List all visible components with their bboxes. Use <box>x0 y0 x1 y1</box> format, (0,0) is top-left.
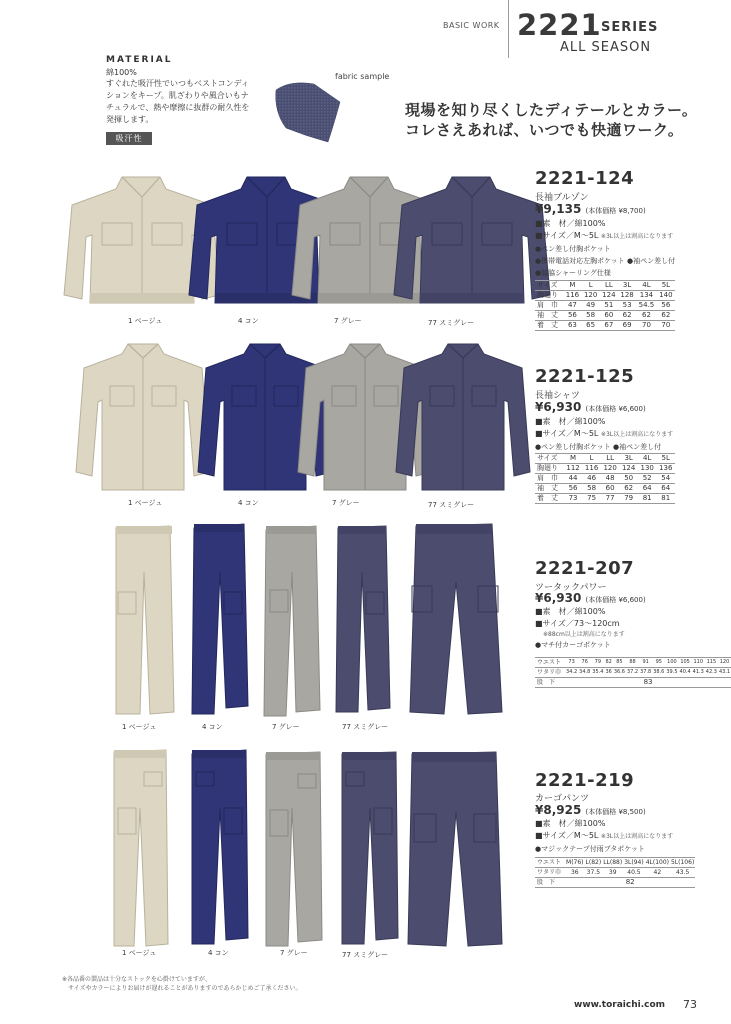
season-label: ALL SEASON <box>560 40 652 55</box>
table-cell: 着 丈 <box>535 494 564 504</box>
table-cell: 85 <box>613 658 626 668</box>
table-row <box>535 291 675 301</box>
size-table-header <box>535 454 675 464</box>
product-code: 2221-207 <box>535 558 635 579</box>
table-cell: 120 <box>601 464 620 474</box>
color-label-sumigray: 77 スミグレー <box>342 723 389 731</box>
pants-beige-image <box>116 526 174 714</box>
table-row <box>535 464 675 474</box>
table-cell: 95 <box>652 658 665 668</box>
table-cell: 4L <box>636 281 657 291</box>
spec-line: ■素 材／綿100% <box>535 219 606 228</box>
table-cell: 3L(94) <box>624 859 644 866</box>
table-row <box>535 878 695 888</box>
table-cell: 53 <box>618 301 636 311</box>
spec-line: ■素 材／綿100% <box>535 819 606 828</box>
product-code: 2221-125 <box>535 366 635 387</box>
size-table <box>535 657 731 688</box>
table-cell: 64 <box>656 484 675 494</box>
table-row <box>535 311 675 321</box>
table-cell: 38.6 <box>652 668 665 678</box>
shirt-beige-image <box>76 344 210 490</box>
cargo-sumigray-large-image <box>408 752 502 946</box>
table-cell: 110 <box>692 658 705 668</box>
table-cell: ウエスト <box>535 658 565 668</box>
color-label-beige: 1 ベージュ <box>128 317 163 325</box>
table-cell: 4L <box>638 454 657 464</box>
material-title: MATERIAL <box>106 55 173 65</box>
material-desc-line: すぐれた吸汗性でいつもベストコンディ <box>106 79 250 88</box>
table-cell: 120 <box>582 291 600 301</box>
color-label-sumigray: 77 スミグレー <box>428 319 475 327</box>
color-label-sumigray: 77 スミグレー <box>428 501 475 509</box>
table-cell: 79 <box>591 658 604 668</box>
table-cell: 83 <box>565 678 731 688</box>
product-125-images <box>70 342 520 494</box>
product-124-images <box>62 175 522 310</box>
size-table-header <box>535 658 731 668</box>
color-label-sumigray: 77 スミグレー <box>342 951 389 959</box>
table-cell: 62 <box>636 311 657 321</box>
table-cell: 100 <box>665 658 678 668</box>
table-cell: 56 <box>563 311 581 321</box>
table-cell: 62 <box>618 311 636 321</box>
table-row <box>535 868 695 878</box>
table-cell: L <box>582 281 600 291</box>
spec-note: ※88cm以上は割高になります <box>543 631 625 638</box>
feature-line: ●マチ付カーゴポケット <box>535 641 611 649</box>
table-cell: 134 <box>636 291 657 301</box>
spec-line: ■サイズ／73～120cm <box>535 619 620 628</box>
table-cell: M <box>564 454 583 464</box>
spec-note: ※3L以上は割高になります <box>600 833 674 840</box>
table-cell: 120 <box>718 658 731 668</box>
table-cell: 64 <box>638 484 657 494</box>
table-cell: 袖 丈 <box>535 311 563 321</box>
size-table <box>535 857 695 888</box>
cargo-navy-image <box>192 750 248 944</box>
feature-line: ●携帯電話対応左胸ポケット ●袖ペン差し付 <box>535 257 676 265</box>
table-cell: 112 <box>564 464 583 474</box>
product-specs <box>535 218 675 279</box>
table-cell: 42.3 <box>705 668 718 678</box>
table-cell: 70 <box>657 321 675 331</box>
material-desc-line: 発揮します。 <box>106 115 154 124</box>
table-cell: 37.2 <box>626 668 639 678</box>
pants-sumigray-large-image <box>410 524 502 714</box>
cargo-gray-image <box>266 752 322 946</box>
material-desc-line: ションをキープ。肌ざわりや風合いもナ <box>106 91 249 100</box>
table-cell: 69 <box>618 321 636 331</box>
product-name: カーゴパンツ <box>535 794 590 804</box>
table-cell: サイズ <box>535 281 563 291</box>
table-cell: 115 <box>705 658 718 668</box>
color-label-beige: 1 ベージュ <box>122 949 157 957</box>
feature-line: ●ペン差し付胸ポケット ●袖ペン差し付 <box>535 443 662 451</box>
table-cell: LL <box>601 454 620 464</box>
table-cell: 5L <box>656 454 675 464</box>
table-cell: L(82) <box>585 859 602 866</box>
table-cell: 4L(100) <box>645 859 669 866</box>
table-cell: 40.5 <box>623 868 644 878</box>
table-cell: 73 <box>565 658 578 668</box>
price-value: ¥6,930 <box>535 591 582 605</box>
table-cell: 肩 巾 <box>535 474 564 484</box>
table-cell: 82 <box>604 658 612 668</box>
table-cell: 136 <box>656 464 675 474</box>
table-row <box>535 474 675 484</box>
product-name: ツータックパワー <box>535 583 607 593</box>
product-207-images <box>110 522 520 720</box>
size-table-header <box>535 281 675 291</box>
fabric-sample-label: fabric sample <box>335 72 390 81</box>
price-note: (本体価格 ¥8,700) <box>585 207 646 215</box>
table-cell: L <box>582 454 601 464</box>
table-cell: 43.1 <box>718 668 731 678</box>
feature-line: ●脇脇シャーリング仕様 <box>535 269 611 277</box>
table-cell: 胸廻り <box>535 464 564 474</box>
color-label-beige: 1 ベージュ <box>128 499 163 507</box>
price-note: (本体価格 ¥6,600) <box>585 405 646 413</box>
table-cell: 49 <box>582 301 600 311</box>
table-cell: 81 <box>638 494 657 504</box>
table-cell: 40.4 <box>679 668 692 678</box>
table-row <box>535 678 731 688</box>
table-cell: 34.2 <box>565 668 578 678</box>
table-cell: 88 <box>626 658 639 668</box>
table-cell: 37.5 <box>585 868 603 878</box>
series-word: SERIES <box>601 20 659 35</box>
product-price <box>535 803 646 817</box>
price-note: (本体価格 ¥6,600) <box>585 596 646 604</box>
table-cell: 65 <box>582 321 600 331</box>
footer-note-line: ※各品番の製品は十分なストックを心掛けていますが、 <box>62 976 211 983</box>
table-cell: 34.8 <box>578 668 591 678</box>
table-row <box>535 301 675 311</box>
table-cell: 37.8 <box>639 668 652 678</box>
spec-line <box>535 230 675 243</box>
table-cell: 116 <box>563 291 581 301</box>
price-value: ¥9,135 <box>535 202 582 216</box>
color-label-gray: 7 グレー <box>280 949 308 957</box>
product-price <box>535 400 646 414</box>
table-cell: 胸廻り <box>535 291 563 301</box>
table-cell: 60 <box>600 311 618 321</box>
feature-line: ●ペン差し付胸ポケット <box>535 245 611 253</box>
spec-note: ※3L以上は割高になります <box>600 233 674 240</box>
footer-url-link[interactable]: www.toraichi.com <box>574 1000 666 1010</box>
table-cell: M <box>563 281 581 291</box>
product-specs <box>535 416 673 453</box>
table-cell: M(76) <box>566 859 584 866</box>
spec-size: ■サイズ／M～5L <box>535 429 599 438</box>
catchcopy-line: 現場を知り尽くしたディテールとカラー。 <box>405 101 698 119</box>
price-note: (本体価格 ¥8,500) <box>585 808 646 816</box>
table-cell: 116 <box>582 464 601 474</box>
table-cell: 肩 巾 <box>535 301 563 311</box>
table-cell: 77 <box>601 494 620 504</box>
table-cell: 60 <box>601 484 620 494</box>
color-label-gray: 7 グレー <box>272 723 300 731</box>
spec-line <box>535 428 673 441</box>
size-table-header <box>535 858 695 868</box>
table-cell: 5L <box>657 281 675 291</box>
table-cell: 62 <box>657 311 675 321</box>
table-cell: 股 下 <box>535 878 565 888</box>
catchcopy <box>405 100 697 140</box>
pants-navy-image <box>192 524 248 714</box>
spec-size: ■サイズ／M～5L <box>535 231 599 240</box>
product-specs <box>535 606 625 651</box>
table-cell: ワタリ巾 <box>535 668 565 678</box>
table-cell: 56 <box>657 301 675 311</box>
size-table <box>535 280 675 331</box>
table-cell: 124 <box>619 464 638 474</box>
table-cell: 3L <box>618 281 636 291</box>
spec-size: ■サイズ／M～5L <box>535 831 599 840</box>
color-label-gray: 7 グレー <box>334 317 362 325</box>
table-cell: 79 <box>619 494 638 504</box>
table-cell: 76 <box>578 658 591 668</box>
table-cell: 36.6 <box>613 668 626 678</box>
spec-line <box>535 830 673 843</box>
table-cell: 44 <box>564 474 583 484</box>
table-cell: 58 <box>582 311 600 321</box>
spec-line: ■素 材／綿100% <box>535 417 606 426</box>
series-number: 2221 <box>517 8 602 42</box>
pants-sumigray-image <box>336 526 390 712</box>
color-label-navy: 4 コン <box>208 949 229 957</box>
table-cell: 43.5 <box>670 868 695 878</box>
table-cell: 35.4 <box>591 668 604 678</box>
table-cell: 130 <box>638 464 657 474</box>
size-table <box>535 453 675 504</box>
feature-line: ●マジックテープ付雨ブタポケット <box>535 845 645 853</box>
table-cell: 91 <box>639 658 652 668</box>
color-label-navy: 4 コン <box>238 499 259 507</box>
table-cell: 股 下 <box>535 678 565 688</box>
price-value: ¥6,930 <box>535 400 582 414</box>
table-cell: 56 <box>564 484 583 494</box>
table-cell: 54 <box>656 474 675 484</box>
table-cell: 105 <box>679 658 692 668</box>
table-row <box>535 321 675 331</box>
table-cell: 54.5 <box>636 301 657 311</box>
color-label-navy: 4 コン <box>238 317 259 325</box>
cargo-beige-image <box>114 750 168 946</box>
color-label-beige: 1 ベージュ <box>122 723 157 731</box>
table-cell: 39.5 <box>665 668 678 678</box>
table-cell: LL(88) <box>603 859 623 866</box>
table-cell: ウエスト <box>535 858 565 868</box>
table-cell: 82 <box>565 878 695 888</box>
header-divider <box>508 0 509 58</box>
table-cell: 124 <box>600 291 618 301</box>
color-label-navy: 4 コン <box>202 723 223 731</box>
table-cell: 46 <box>582 474 601 484</box>
table-cell: 42 <box>645 868 670 878</box>
footer-note-line: サイズやカラーによりお届けが遅れることがありますのであらかじめご了承ください。 <box>62 985 302 992</box>
pants-gray-image <box>264 526 320 716</box>
table-cell: 3L <box>619 454 638 464</box>
color-label-gray: 7 グレー <box>332 499 360 507</box>
price-value: ¥8,925 <box>535 803 582 817</box>
table-cell: 140 <box>657 291 675 301</box>
table-cell: 36 <box>604 668 612 678</box>
material-description <box>106 78 262 126</box>
table-cell: LL <box>600 281 618 291</box>
table-cell: 58 <box>582 484 601 494</box>
table-row <box>535 668 731 678</box>
material-desc-line: チュラルで、熱や摩擦に抜群の耐久性を <box>106 103 250 112</box>
table-cell: ワタリ巾 <box>535 868 565 878</box>
spec-line: ■素 材／綿100% <box>535 607 606 616</box>
table-cell: 67 <box>600 321 618 331</box>
fabric-sample-image <box>270 72 344 146</box>
table-row <box>535 484 675 494</box>
table-cell: 袖 丈 <box>535 484 564 494</box>
product-price <box>535 591 646 605</box>
sweat-absorbent-badge: 吸汗性 <box>106 132 152 145</box>
table-cell: 50 <box>619 474 638 484</box>
table-cell: 75 <box>582 494 601 504</box>
product-code: 2221-219 <box>535 770 635 791</box>
table-cell: 52 <box>638 474 657 484</box>
table-cell: サイズ <box>535 454 564 464</box>
product-price <box>535 202 646 216</box>
table-cell: 63 <box>563 321 581 331</box>
product-name: 長袖シャツ <box>535 391 580 401</box>
table-cell: 70 <box>636 321 657 331</box>
material-fabric: 綿100% <box>106 68 137 77</box>
table-cell: 48 <box>601 474 620 484</box>
product-219-images <box>110 748 520 950</box>
page-number: 73 <box>683 998 697 1011</box>
product-code: 2221-124 <box>535 168 635 189</box>
table-row <box>535 494 675 504</box>
table-cell: 47 <box>563 301 581 311</box>
footer-note <box>62 975 302 993</box>
cargo-sumigray-image <box>342 752 398 944</box>
table-cell: 51 <box>600 301 618 311</box>
product-name: 長袖ブルゾン <box>535 193 589 203</box>
table-cell: 着 丈 <box>535 321 563 331</box>
table-cell: 36 <box>565 868 585 878</box>
product-specs <box>535 818 673 855</box>
table-cell: 5L(106) <box>670 859 695 866</box>
table-cell: 73 <box>564 494 583 504</box>
table-cell: 39 <box>602 868 623 878</box>
table-cell: 62 <box>619 484 638 494</box>
table-cell: 128 <box>618 291 636 301</box>
catchcopy-line: コレさえあれば、いつでも快適ワーク。 <box>405 121 684 139</box>
basic-work-label: BASIC WORK <box>443 21 500 30</box>
spec-note: ※3L以上は割高になります <box>600 431 674 438</box>
table-cell: 41.3 <box>692 668 705 678</box>
table-cell: 81 <box>656 494 675 504</box>
